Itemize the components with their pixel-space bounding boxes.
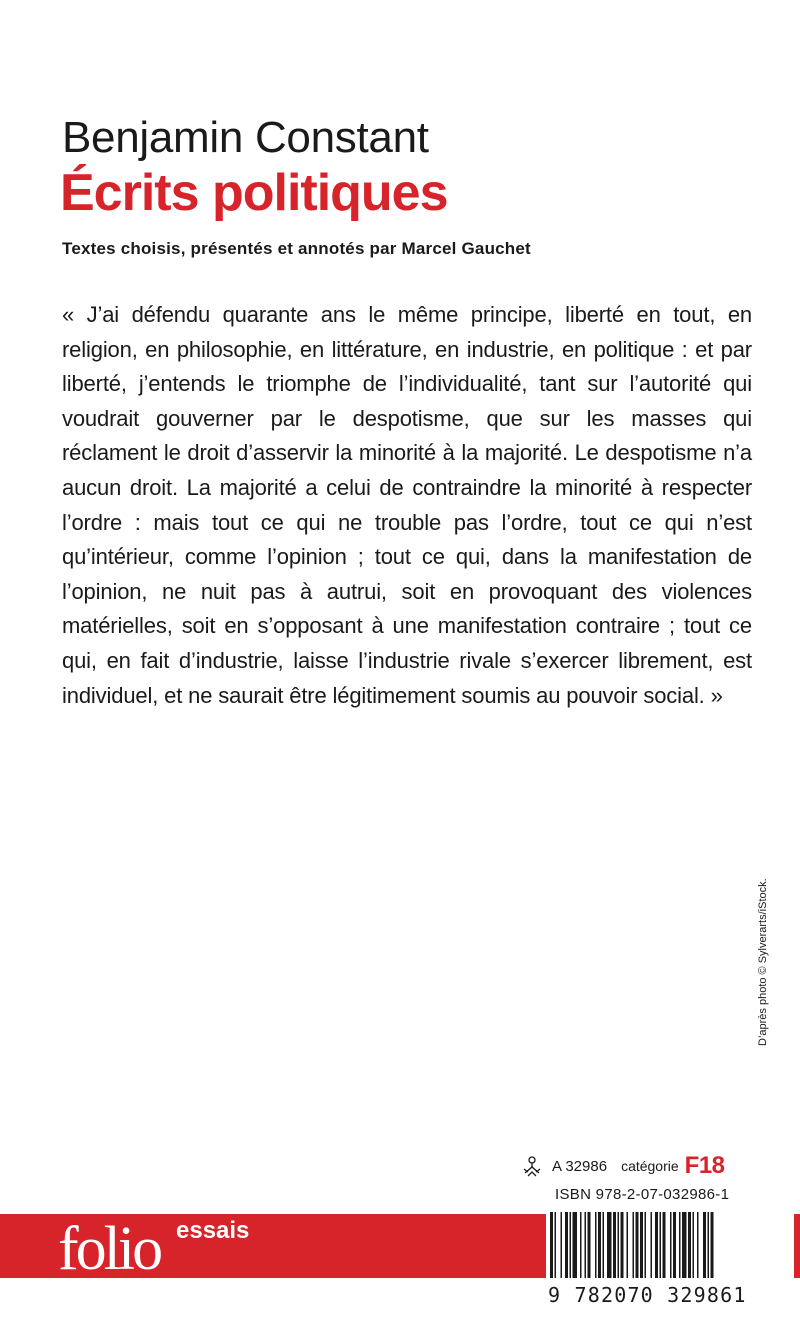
back-cover-quote: « J’ai défendu quarante ans le même principe, liberté en tout, en religion, en philosophie, en littérature, en industrie, en politique : et par liberté, j’entends le triomphe de l’individualité, tant sur l’autorité qui voudrait gouverner par le despotisme, que sur les masses qui réclament le droit d’asservir la minorité à la majorité. Le despotisme n’a aucun droit. La majorité a celui de contraindre la minorité à respecter l’ordre : mais tout ce qui ne trouble pas l’ordre, tout ce qui n’est qu’intérieur, comme l’opinion ; tout ce qui, dans la manifestation de l’opinion, ne nuit pas à autrui, soit en provoquant des violences matérielles, soit en s’opposant à une manifestation contraire ; tout ce qui, en fait d’industrie, laisse l’industrie rivale s’exercer librement, est individuel, et ne saurait être légitimement soumis au pouvoir social. » <box>62 302 752 708</box>
barcode-bar <box>585 1212 587 1278</box>
barcode-bar <box>640 1212 643 1278</box>
collection-label: essais <box>176 1217 250 1244</box>
barcode-bar <box>555 1212 557 1278</box>
barcode-bar <box>660 1212 662 1278</box>
barcode-bar <box>673 1212 676 1278</box>
barcode-bar <box>607 1212 612 1278</box>
barcode-bar <box>633 1212 635 1278</box>
barcode-bar <box>573 1212 578 1278</box>
barcode-bar <box>670 1212 672 1278</box>
barcode-bar <box>655 1212 658 1278</box>
barcode-bar <box>618 1212 620 1278</box>
barcode-digits: 9 782070 329861 <box>548 1283 747 1307</box>
photo-credit: D’après photo © Sylverarts/iStock. <box>757 878 769 1046</box>
category-value: F18 <box>684 1152 725 1179</box>
barcode-bar <box>711 1212 714 1278</box>
barcode-bar <box>603 1212 605 1278</box>
catalog-code-row <box>522 1152 725 1180</box>
barcode-bar <box>693 1212 695 1278</box>
barcode-bar <box>595 1212 597 1278</box>
barcode-bar <box>645 1212 647 1278</box>
barcode-bar <box>688 1212 691 1278</box>
barcode-background <box>546 1210 794 1280</box>
folio-logo: folio <box>58 1215 161 1283</box>
isbn-number: ISBN 978-2-07-032986-1 <box>555 1186 730 1203</box>
barcode-bar <box>565 1212 568 1278</box>
barcode-bar <box>613 1212 616 1278</box>
author-name: Benjamin Constant <box>62 113 429 162</box>
barcode-bar <box>550 1212 553 1278</box>
barcode-bar <box>682 1212 687 1278</box>
barcode-bar <box>651 1212 653 1278</box>
category-label: catégorie <box>621 1158 679 1174</box>
barcode-bar <box>697 1212 699 1278</box>
barcode-bar <box>708 1212 710 1278</box>
book-title: Écrits politiques <box>60 164 448 222</box>
barcode-bar <box>561 1212 563 1278</box>
barcode-bar <box>621 1212 624 1278</box>
barcode-bar <box>588 1212 591 1278</box>
barcode-bar <box>580 1212 582 1278</box>
barcode-bar <box>679 1212 681 1278</box>
barcode-bar <box>636 1212 639 1278</box>
book-subtitle: Textes choisis, présentés et annotés par Marcel Gauchet <box>62 239 531 258</box>
barcode <box>546 1210 794 1280</box>
barcode-bar <box>703 1212 706 1278</box>
barcode-bar <box>570 1212 572 1278</box>
barcode-bar <box>598 1212 601 1278</box>
gallimard-logo-icon <box>522 1155 542 1177</box>
catalog-code: A 32986 <box>552 1157 608 1175</box>
barcode-bar <box>627 1212 629 1278</box>
barcode-bar <box>663 1212 666 1278</box>
